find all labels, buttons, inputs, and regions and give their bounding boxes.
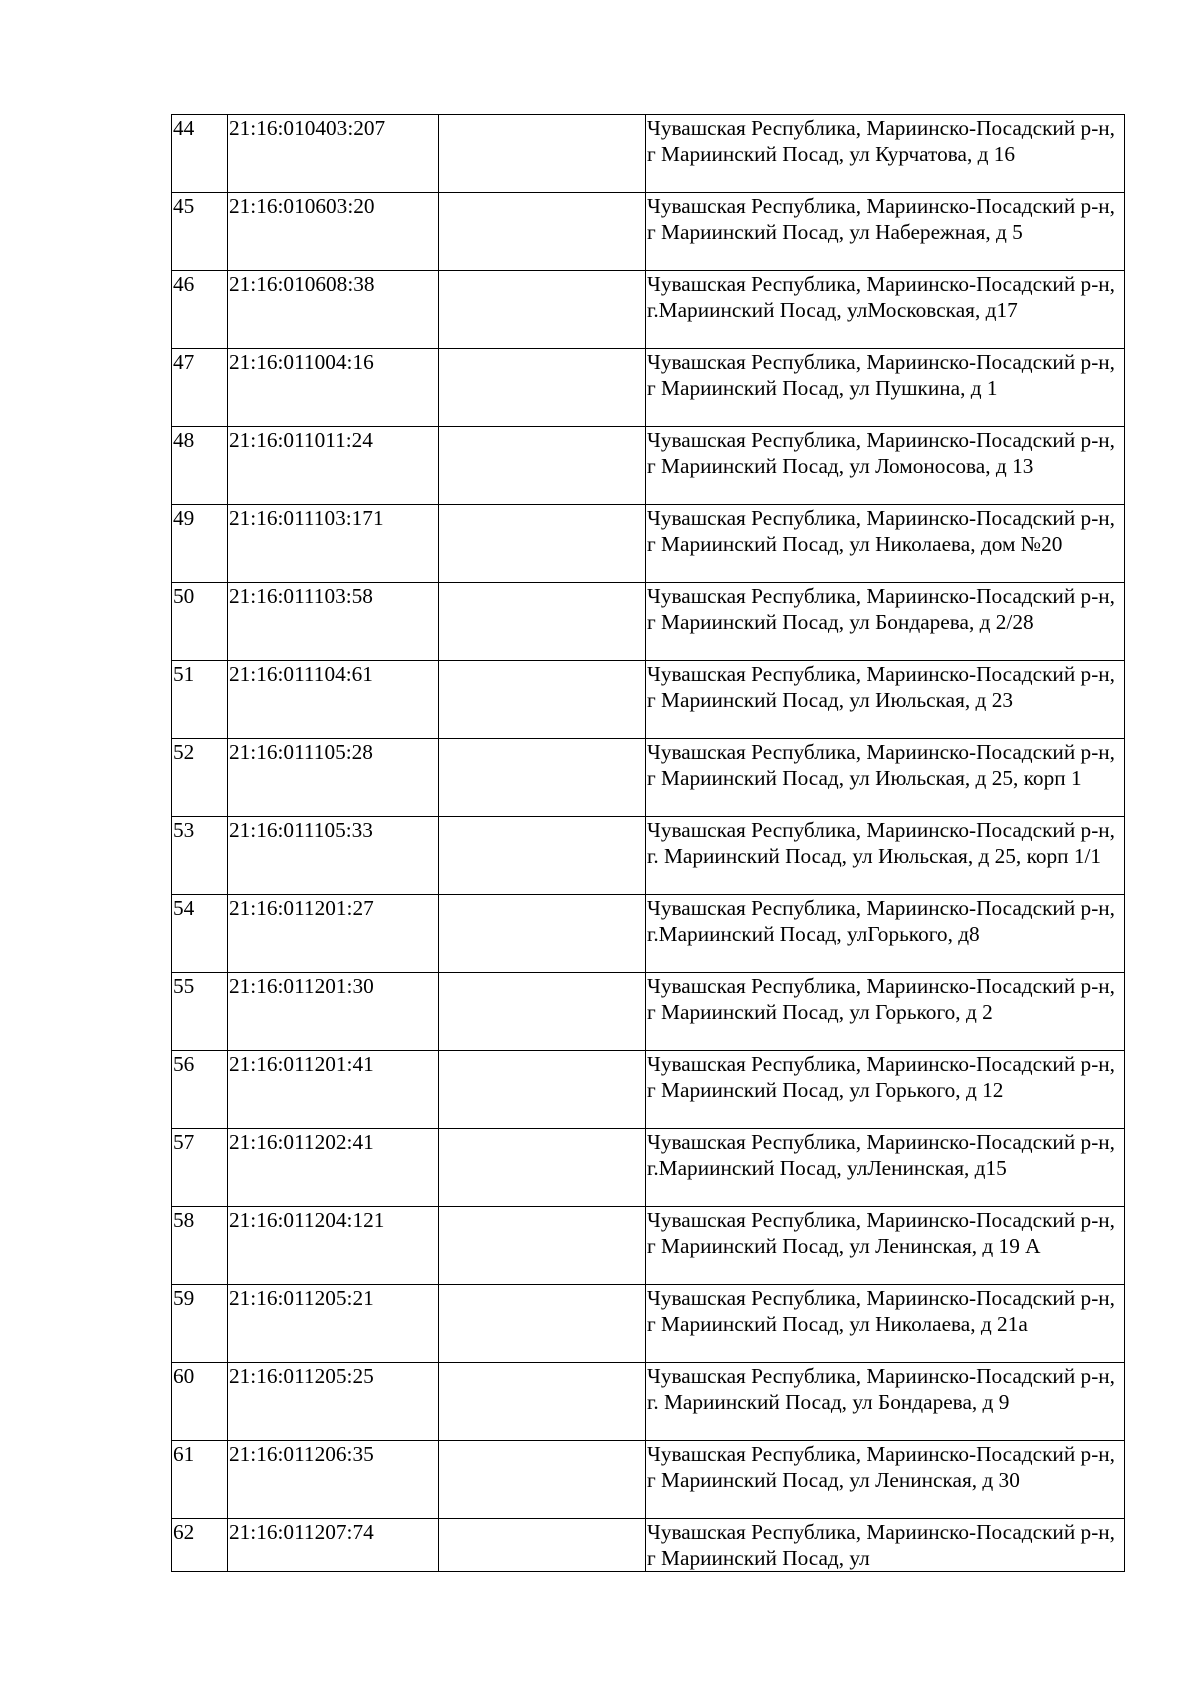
table-row bbox=[172, 427, 1125, 505]
address-cell: Чувашская Республика, Мариинско-Посадский р-н, г Мариинский Посад, ул Ломоносова, д 13 bbox=[646, 427, 1125, 505]
row-number-cell: 50 bbox=[172, 583, 228, 661]
row-number-cell: 52 bbox=[172, 739, 228, 817]
address-cell: Чувашская Республика, Мариинско-Посадский р-н, г Мариинский Посад, ул Июльская, д 23 bbox=[646, 661, 1125, 739]
table-row bbox=[172, 739, 1125, 817]
row-number-cell: 45 bbox=[172, 193, 228, 271]
cadastral-number-cell: 21:16:011105:33 bbox=[228, 817, 439, 895]
empty-cell bbox=[439, 1207, 646, 1285]
cadastral-number-cell: 21:16:011004:16 bbox=[228, 349, 439, 427]
row-number-cell: 56 bbox=[172, 1051, 228, 1129]
address-cell: Чувашская Республика, Мариинско-Посадский р-н, г Мариинский Посад, ул Николаева, дом №20 bbox=[646, 505, 1125, 583]
cadastral-number-cell: 21:16:011103:171 bbox=[228, 505, 439, 583]
table-row bbox=[172, 1051, 1125, 1129]
row-number-cell: 51 bbox=[172, 661, 228, 739]
empty-cell bbox=[439, 505, 646, 583]
table-row bbox=[172, 817, 1125, 895]
empty-cell bbox=[439, 583, 646, 661]
empty-cell bbox=[439, 1441, 646, 1519]
row-number-cell: 47 bbox=[172, 349, 228, 427]
cadastral-number-cell: 21:16:010603:20 bbox=[228, 193, 439, 271]
cadastral-number-cell: 21:16:011201:41 bbox=[228, 1051, 439, 1129]
empty-cell bbox=[439, 895, 646, 973]
address-cell: Чувашская Республика, Мариинско-Посадский р-н, г Мариинский Посад, ул Пушкина, д 1 bbox=[646, 349, 1125, 427]
cadastral-number-cell: 21:16:011011:24 bbox=[228, 427, 439, 505]
empty-cell bbox=[439, 1519, 646, 1572]
empty-cell bbox=[439, 1129, 646, 1207]
cadastral-number-cell: 21:16:011103:58 bbox=[228, 583, 439, 661]
property-table bbox=[171, 114, 1125, 1572]
table-row bbox=[172, 1207, 1125, 1285]
address-cell: Чувашская Республика, Мариинско-Посадский р-н, г Мариинский Посад, ул Бондарева, д 2/28 bbox=[646, 583, 1125, 661]
empty-cell bbox=[439, 427, 646, 505]
table-row bbox=[172, 349, 1125, 427]
address-cell: Чувашская Республика, Мариинско-Посадский р-н, г Мариинский Посад, ул Июльская, д 25, корп 1 bbox=[646, 739, 1125, 817]
address-cell: Чувашская Республика, Мариинско-Посадский р-н, г.Мариинский Посад, улМосковская, д17 bbox=[646, 271, 1125, 349]
row-number-cell: 57 bbox=[172, 1129, 228, 1207]
cadastral-number-cell: 21:16:011207:74 bbox=[228, 1519, 439, 1572]
empty-cell bbox=[439, 115, 646, 193]
row-number-cell: 62 bbox=[172, 1519, 228, 1572]
row-number-cell: 48 bbox=[172, 427, 228, 505]
table-row bbox=[172, 895, 1125, 973]
table-row bbox=[172, 661, 1125, 739]
row-number-cell: 55 bbox=[172, 973, 228, 1051]
cadastral-number-cell: 21:16:011104:61 bbox=[228, 661, 439, 739]
empty-cell bbox=[439, 193, 646, 271]
address-cell: Чувашская Республика, Мариинско-Посадский р-н, г Мариинский Посад, ул Николаева, д 21а bbox=[646, 1285, 1125, 1363]
cadastral-number-cell: 21:16:011105:28 bbox=[228, 739, 439, 817]
empty-cell bbox=[439, 1363, 646, 1441]
row-number-cell: 49 bbox=[172, 505, 228, 583]
cadastral-number-cell: 21:16:010608:38 bbox=[228, 271, 439, 349]
row-number-cell: 46 bbox=[172, 271, 228, 349]
cadastral-number-cell: 21:16:011202:41 bbox=[228, 1129, 439, 1207]
address-cell: Чувашская Республика, Мариинско-Посадский р-н, г Мариинский Посад, ул Ленинская, д 30 bbox=[646, 1441, 1125, 1519]
table-row bbox=[172, 1519, 1125, 1572]
empty-cell bbox=[439, 817, 646, 895]
cadastral-number-cell: 21:16:011201:27 bbox=[228, 895, 439, 973]
row-number-cell: 44 bbox=[172, 115, 228, 193]
address-cell: Чувашская Республика, Мариинско-Посадский р-н, г Мариинский Посад, ул Горького, д 2 bbox=[646, 973, 1125, 1051]
row-number-cell: 59 bbox=[172, 1285, 228, 1363]
table-row bbox=[172, 271, 1125, 349]
table-row bbox=[172, 1285, 1125, 1363]
row-number-cell: 53 bbox=[172, 817, 228, 895]
cadastral-number-cell: 21:16:011204:121 bbox=[228, 1207, 439, 1285]
empty-cell bbox=[439, 661, 646, 739]
empty-cell bbox=[439, 1285, 646, 1363]
row-number-cell: 54 bbox=[172, 895, 228, 973]
cadastral-number-cell: 21:16:011201:30 bbox=[228, 973, 439, 1051]
address-cell: Чувашская Республика, Мариинско-Посадский р-н, г Мариинский Посад, ул Набережная, д 5 bbox=[646, 193, 1125, 271]
row-number-cell: 58 bbox=[172, 1207, 228, 1285]
table-row bbox=[172, 193, 1125, 271]
address-cell: Чувашская Республика, Мариинско-Посадский р-н, г Мариинский Посад, ул Курчатова, д 16 bbox=[646, 115, 1125, 193]
cadastral-number-cell: 21:16:011205:21 bbox=[228, 1285, 439, 1363]
table-body bbox=[172, 115, 1125, 1572]
table-row bbox=[172, 115, 1125, 193]
empty-cell bbox=[439, 271, 646, 349]
address-cell: Чувашская Республика, Мариинско-Посадский р-н, г Мариинский Посад, ул Ленинская, д 19 А bbox=[646, 1207, 1125, 1285]
address-cell: Чувашская Республика, Мариинско-Посадский р-н, г.Мариинский Посад, улГорького, д8 bbox=[646, 895, 1125, 973]
table-row bbox=[172, 1363, 1125, 1441]
table-row bbox=[172, 1441, 1125, 1519]
address-cell: Чувашская Республика, Мариинско-Посадский р-н, г Мариинский Посад, ул Горького, д 12 bbox=[646, 1051, 1125, 1129]
cadastral-number-cell: 21:16:011206:35 bbox=[228, 1441, 439, 1519]
address-cell: Чувашская Республика, Мариинско-Посадский р-н, г. Мариинский Посад, ул Июльская, д 25, корп 1/1 bbox=[646, 817, 1125, 895]
cadastral-number-cell: 21:16:010403:207 bbox=[228, 115, 439, 193]
address-cell: Чувашская Республика, Мариинско-Посадский р-н, г. Мариинский Посад, ул Бондарева, д 9 bbox=[646, 1363, 1125, 1441]
empty-cell bbox=[439, 349, 646, 427]
empty-cell bbox=[439, 739, 646, 817]
row-number-cell: 60 bbox=[172, 1363, 228, 1441]
empty-cell bbox=[439, 1051, 646, 1129]
table-row bbox=[172, 1129, 1125, 1207]
table-row bbox=[172, 583, 1125, 661]
table-row bbox=[172, 505, 1125, 583]
empty-cell bbox=[439, 973, 646, 1051]
address-cell: Чувашская Республика, Мариинско-Посадский р-н, г.Мариинский Посад, улЛенинская, д15 bbox=[646, 1129, 1125, 1207]
cadastral-number-cell: 21:16:011205:25 bbox=[228, 1363, 439, 1441]
table-row bbox=[172, 973, 1125, 1051]
address-cell: Чувашская Республика, Мариинско-Посадский р-н, г Мариинский Посад, ул bbox=[646, 1519, 1125, 1572]
row-number-cell: 61 bbox=[172, 1441, 228, 1519]
